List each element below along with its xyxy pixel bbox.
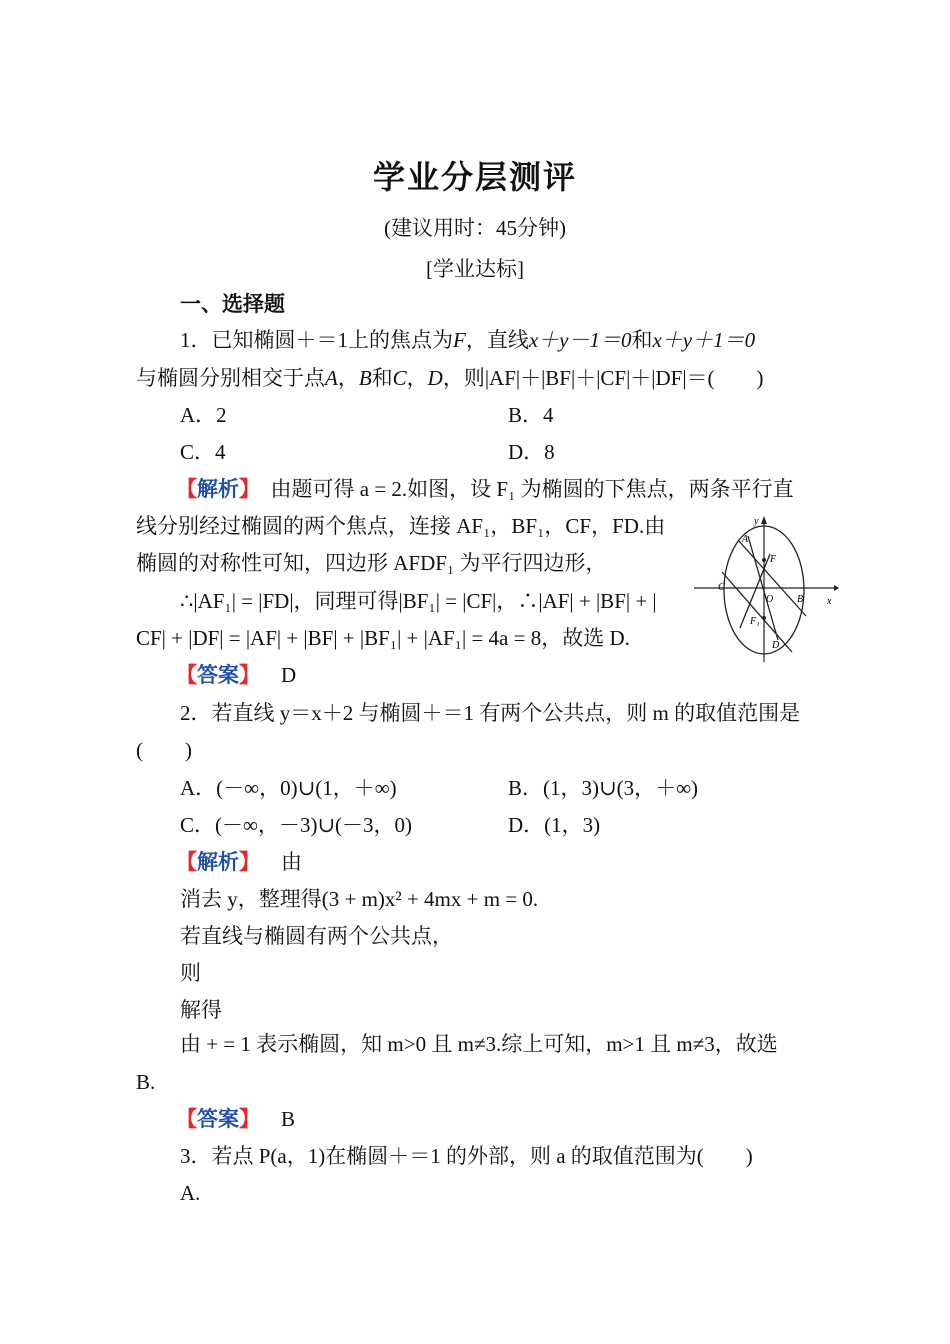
label-b: B	[797, 594, 804, 605]
label-f1: F₁	[750, 616, 760, 627]
q1-text-c: 与椭圆分别相交于点	[136, 366, 325, 390]
q1-analysis-line3: 椭圆的对称性可知，四边形 AFDF₁ 为平行四边形，	[136, 551, 607, 575]
q2-line2: ( )	[136, 738, 192, 762]
q1-and: 和	[631, 328, 653, 352]
q1-option-d: D．8	[508, 440, 555, 464]
q1-analysis-label: 解析	[197, 477, 239, 501]
q1-point-d: D	[427, 366, 443, 390]
level-heading: [学业达标]	[426, 257, 524, 281]
q1-line1	[180, 326, 755, 354]
q2-line1: 2．若直线 y＝x＋2 与椭圆＋＝1 有两个公共点，则 m 的取值范围是	[180, 701, 801, 725]
x-axis-arrow	[834, 585, 839, 591]
q1-comma-1: ，	[337, 366, 359, 390]
focus-f	[762, 558, 766, 562]
q1-he: 和	[371, 366, 393, 390]
q2-option-a: A．(－∞，0)∪(1，＋∞)	[180, 776, 397, 800]
section-heading: 一、选择题	[180, 292, 285, 316]
page-title: 学业分层测评	[372, 158, 577, 196]
q1-point-a: A	[325, 366, 338, 390]
q1-point-c: C	[392, 366, 407, 390]
q2-analysis-line6: 由 + = 1 表示椭圆，知 m>0 且 m≠3.综上可知，m>1 且 m≠3，故选	[180, 1032, 778, 1056]
ellipse-figure	[694, 512, 839, 662]
label-f: F	[770, 554, 777, 565]
focus-f1	[762, 616, 766, 620]
label-a: A	[742, 534, 749, 545]
q2-option-b: B．(1，3)∪(3，＋∞)	[508, 776, 699, 800]
q1-analysis-line1: 【解析】 由题可得 a = 2.如图，设 F₁ 为椭圆的下焦点，两条平行直	[176, 477, 794, 501]
q1-f: F	[453, 328, 466, 352]
q1-line2	[136, 364, 764, 392]
q1-option-b: B．4	[508, 403, 554, 427]
q2-analysis-text1: 由	[281, 850, 302, 874]
q1-analysis-text1: 由题可得 a = 2.如图，设 F₁ 为椭圆的下焦点，两条平行直	[270, 477, 794, 501]
label-d: D	[772, 640, 780, 651]
q2-analysis-line5: 解得	[180, 998, 222, 1022]
q1-eq2: x＋y＋1＝0	[652, 328, 756, 352]
q1-option-c: C．4	[180, 440, 226, 464]
q1-answer-value: D	[281, 663, 297, 687]
line-cf	[722, 572, 792, 652]
q1-analysis-line2: 线分别经过椭圆的两个焦点，连接 AF₁，BF₁，CF，FD.由	[136, 514, 666, 538]
q1-answer-label: 答案	[197, 663, 239, 687]
q3-line1: 3．若点 P(a，1)在椭圆＋＝1 的外部，则 a 的取值范围为( )	[180, 1144, 753, 1168]
q2-option-d: D．(1，3)	[508, 813, 601, 837]
q2-answer-label: 答案	[197, 1107, 239, 1131]
q1-text-d: ，则|AF|＋|BF|＋|CF|＋|DF|＝( )	[442, 366, 764, 390]
time-note: (建议用时：45分钟)	[384, 216, 566, 240]
q2-answer-line: 【答案】 B	[176, 1107, 296, 1131]
q3-option-a: A.	[180, 1181, 201, 1205]
q1-answer-line: 【答案】 D	[176, 663, 297, 687]
q1-option-a: A．2	[180, 403, 227, 427]
q1-eq1: x＋y－1＝0	[528, 328, 632, 352]
q2-analysis-line7: B.	[136, 1070, 156, 1094]
q1-text-a: 1．已知椭圆＋＝1上的焦点为	[180, 328, 453, 352]
q2-analysis-line3: 若直线与椭圆有两个公共点，	[180, 924, 453, 948]
q1-point-b: B	[358, 366, 372, 390]
q2-analysis-line2: 消去 y，整理得(3 + m)x² + 4mx + m = 0.	[180, 887, 539, 911]
q1-analysis-line4: ∴|AF₁| = |FD|，同理可得|BF₁| = |CF|，∴|AF| + |BF| + |	[180, 589, 657, 613]
label-x: x	[827, 596, 832, 607]
label-c: C	[718, 582, 725, 593]
label-o: O	[766, 594, 774, 605]
q2-analysis-line4: 则	[180, 961, 201, 985]
q1-analysis-line5: CF| + |DF| = |AF| + |BF| + |BF₁| + |AF₁| = 4a = 8，故选 D.	[136, 626, 630, 650]
q2-analysis-line1: 【解析】 由	[176, 850, 302, 874]
label-y: y	[754, 516, 759, 527]
q1-comma-2: ，	[406, 366, 428, 390]
q2-analysis-label: 解析	[197, 850, 239, 874]
q2-answer-value: B	[281, 1107, 296, 1131]
y-axis-arrow	[761, 516, 767, 524]
q1-text-b: ，直线	[465, 328, 529, 352]
q2-option-c: C．(－∞，－3)∪(－3，0)	[180, 813, 413, 837]
